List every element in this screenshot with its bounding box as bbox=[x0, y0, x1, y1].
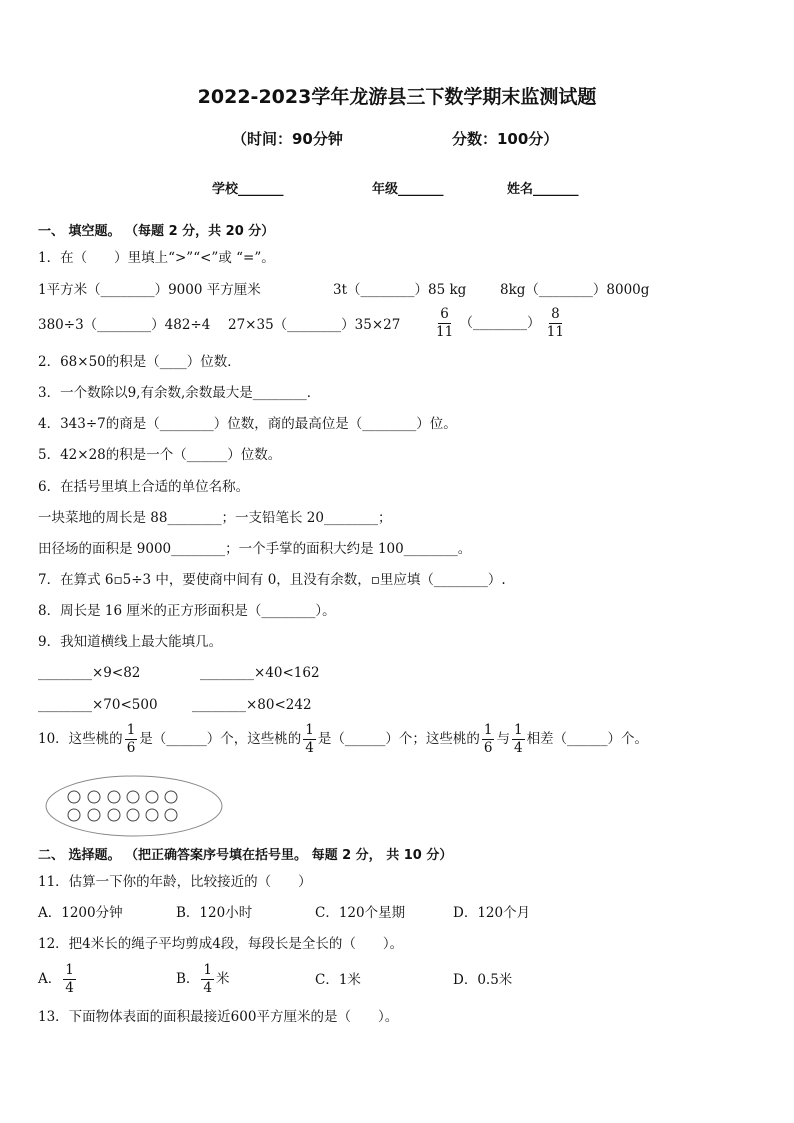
question-7: 7．在算式 6▫5÷3 中，要使商中间有 0，且没有余数，▫里应填（________）. bbox=[38, 572, 506, 588]
q9-item-d: ________×80<242 bbox=[192, 697, 312, 713]
q1-item-f: $\frac{6}{11}$ （________） $\frac{8}{11}$ bbox=[436, 306, 564, 340]
question-13: 13．下面物体表面的面积最接近600平方厘米的是（ ）。 bbox=[38, 1009, 399, 1025]
q1-item-c: 8kg（________）8000g bbox=[500, 282, 650, 298]
fraction: $\frac{1}{4}$ bbox=[203, 962, 213, 996]
q1-item-d: 380÷3（________）482÷4 bbox=[38, 317, 211, 333]
question-4: 4．343÷7的商是（________）位数，商的最高位是（________）位。 bbox=[38, 416, 457, 432]
grade-field: 年级_______ bbox=[372, 182, 444, 197]
question-11: 11．估算一下你的年龄，比较接近的（ ） bbox=[38, 874, 312, 890]
q1-item-e: 27×35（________）35×27 bbox=[228, 317, 401, 333]
q12-option-a: A． $\frac{1}{4}$ bbox=[38, 962, 74, 996]
q9-item-b: ________×40<162 bbox=[200, 665, 320, 681]
q1-item-b: 3t（________）85 kg bbox=[333, 282, 467, 298]
question-6: 6．在括号里填上合适的单位名称。 bbox=[38, 479, 250, 495]
question-3: 3．一个数除以9,有余数,余数最大是________． bbox=[38, 385, 321, 401]
q1-item-a: 1平方米（________）9000 平方厘米 bbox=[38, 282, 261, 298]
fraction: $\frac{6}{11}$ bbox=[436, 306, 454, 340]
fraction: $\frac{1}{6}$ bbox=[126, 722, 136, 756]
fraction: $\frac{1}{4}$ bbox=[513, 722, 523, 756]
page-title: 2022-2023学年龙游县三下数学期末监测试题 bbox=[197, 86, 597, 108]
q12-option-c: C．1米 bbox=[315, 972, 361, 988]
question-9: 9．我知道横线上最大能填几。 bbox=[38, 634, 223, 650]
question-8: 8．周长是 16 厘米的正方形面积是（________）。 bbox=[38, 603, 336, 619]
peach-plate-illustration bbox=[44, 775, 226, 839]
score-label: 分数：100分） bbox=[452, 130, 559, 148]
q11-option-b: B．120小时 bbox=[176, 905, 253, 921]
fraction: $\frac{8}{11}$ bbox=[546, 306, 564, 340]
q11-option-d: D．120个月 bbox=[453, 905, 531, 921]
q11-option-c: C．120个星期 bbox=[315, 905, 406, 921]
q6-line-b: 田径场的面积是 9000________；一个手掌的面积大约是 100________。 bbox=[38, 541, 472, 557]
name-field: 姓名_______ bbox=[507, 182, 579, 197]
fraction: $\frac{1}{6}$ bbox=[483, 722, 493, 756]
fraction: $\frac{1}{4}$ bbox=[65, 962, 74, 996]
question-12: 12．把4米长的绳子平均剪成4段，每段长是全长的（ ）。 bbox=[38, 936, 404, 952]
q11-option-a: A．1200分钟 bbox=[38, 905, 123, 921]
question-5: 5．42×28的积是一个（______）位数。 bbox=[38, 447, 282, 463]
question-10: 10．这些桃的 $\frac{1}{6}$ 是（______）个，这些桃的 $\frac{1}{4}$ 是（______）个；这些桃的 $\frac{1}{6}$ 与 $\frac{1}{4}$ 相差（______）个。 bbox=[38, 722, 649, 756]
school-field: 学校_______ bbox=[212, 182, 284, 197]
section-2-heading: 二、 选择题。 （把正确答案序号填在括号里。 每题 2 分， 共 10 分） bbox=[38, 848, 453, 863]
q6-line-a: 一块菜地的周长是 88________；一支铅笔长 20________； bbox=[38, 510, 392, 526]
section-1-heading: 一、 填空题。 （每题 2 分，共 20 分） bbox=[38, 224, 275, 239]
time-label: （时间：90分钟 bbox=[232, 130, 343, 148]
q12-option-d: D．0.5米 bbox=[453, 972, 513, 988]
fraction: $\frac{1}{4}$ bbox=[305, 722, 314, 756]
q9-item-c: ________×70<500 bbox=[38, 697, 158, 713]
question-2: 2．68×50的积是（____）位数． bbox=[38, 354, 241, 370]
question-1: 1．在（ ）里填上“>”“<”或 “=”。 bbox=[38, 250, 275, 266]
q12-option-b: B． $\frac{1}{4}$ 米 bbox=[176, 962, 230, 996]
q9-item-a: ________×9<82 bbox=[38, 665, 141, 681]
